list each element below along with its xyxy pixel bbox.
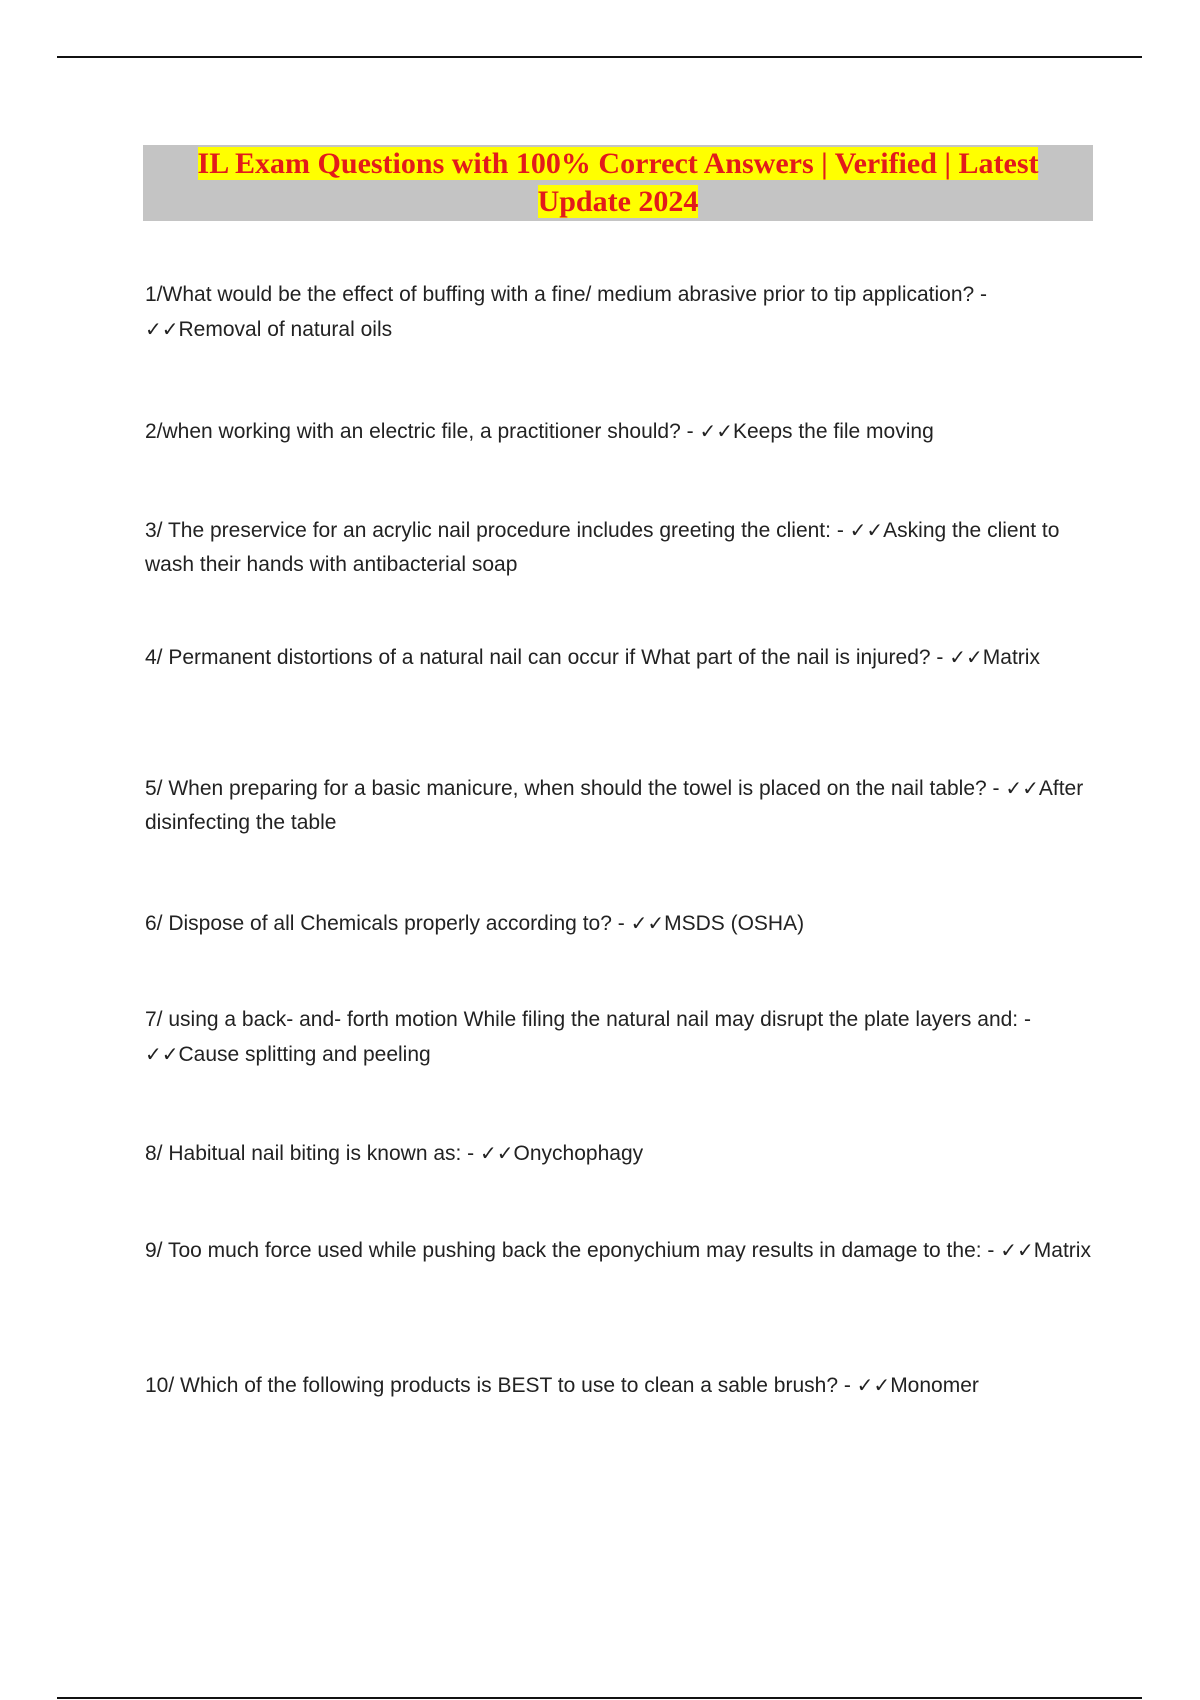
answer-text: Asking the client to wash their hands with antibacterial soap <box>145 519 1060 576</box>
bottom-rule <box>57 1697 1142 1699</box>
qa-item-5: 5/ When preparing for a basic manicure, when should the towel is placed on the nail table? - ✓✓After disinfecting the table <box>145 776 1084 834</box>
question-text: 10/ Which of the following products is BEST to use to clean a sable brush? <box>145 1374 838 1397</box>
question-text: 3/ The preservice for an acrylic nail procedure includes greeting the client: <box>145 519 831 542</box>
answer-text: After disinfecting the table <box>145 777 1084 834</box>
checkmark-icon: ✓✓ <box>145 1042 179 1066</box>
question-text: 8/ Habitual nail biting is known as: <box>145 1142 462 1165</box>
question-text: 4/ Permanent distortions of a natural nail can occur if What part of the nail is injured? <box>145 646 931 669</box>
answer-text: Keeps the file moving <box>732 420 934 443</box>
answer-text: Onychophagy <box>513 1142 644 1165</box>
answer-text: Matrix <box>982 646 1040 669</box>
top-rule <box>57 56 1142 58</box>
answer-text: Matrix <box>1033 1239 1091 1262</box>
qa-item-4: 4/ Permanent distortions of a natural nail can occur if What part of the nail is injured? - ✓✓Matrix <box>145 645 1040 669</box>
checkmark-icon: ✓✓ <box>949 645 983 669</box>
qa-item-1: 1/What would be the effect of buffing with a fine/ medium abrasive prior to tip application? - ✓✓Removal of natural oils <box>145 283 988 341</box>
title-line-1: IL Exam Questions with 100% Correct Answers | Verified | Latest <box>197 147 1039 180</box>
checkmark-icon: ✓✓ <box>699 419 733 443</box>
question-text: 5/ When preparing for a basic manicure, when should the towel is placed on the nail table? <box>145 777 987 800</box>
question-text: 7/ using a back- and- forth motion While filing the natural nail may disrupt the plate layers and: <box>145 1008 1019 1031</box>
qa-item-3: 3/ The preservice for an acrylic nail procedure includes greeting the client: - ✓✓Asking the client to wash their hands with antibacterial soap <box>145 518 1060 576</box>
checkmark-icon: ✓✓ <box>849 518 884 542</box>
checkmark-icon: ✓✓ <box>1000 1238 1034 1262</box>
document-title <box>143 145 1093 221</box>
question-text: 6/ Dispose of all Chemicals properly according to? <box>145 912 612 935</box>
qa-item-2: 2/when working with an electric file, a practitioner should? - ✓✓Keeps the file moving <box>145 419 934 443</box>
qa-item-6: 6/ Dispose of all Chemicals properly according to? - ✓✓MSDS (OSHA) <box>145 911 805 935</box>
checkmark-icon: ✓✓ <box>480 1141 514 1165</box>
question-text: 9/ Too much force used while pushing back the eponychium may results in damage to the: <box>145 1239 982 1262</box>
checkmark-icon: ✓✓ <box>1005 776 1039 800</box>
title-line-2: Update 2024 <box>537 185 699 218</box>
question-text: 2/when working with an electric file, a practitioner should? <box>145 420 681 443</box>
answer-text: Monomer <box>890 1374 979 1397</box>
answer-text: Removal of natural oils <box>178 318 393 341</box>
question-text: 1/What would be the effect of buffing with a fine/ medium abrasive prior to tip application? <box>145 283 975 306</box>
answer-text: Cause splitting and peeling <box>178 1043 431 1066</box>
qa-item-9: 9/ Too much force used while pushing back the eponychium may results in damage to the: - ✓✓Matrix <box>145 1238 1091 1262</box>
answer-text: MSDS (OSHA) <box>664 912 805 935</box>
checkmark-icon: ✓✓ <box>630 911 665 935</box>
qa-item-10: 10/ Which of the following products is BEST to use to clean a sable brush? - ✓✓Monomer <box>145 1373 979 1397</box>
checkmark-icon: ✓✓ <box>856 1373 891 1397</box>
checkmark-icon: ✓✓ <box>145 317 179 341</box>
qa-item-8: 8/ Habitual nail biting is known as: - ✓✓Onychophagy <box>145 1141 644 1165</box>
qa-item-7: 7/ using a back- and- forth motion While filing the natural nail may disrupt the plate layers and: - ✓✓Cause splitting and peeling <box>145 1008 1031 1066</box>
